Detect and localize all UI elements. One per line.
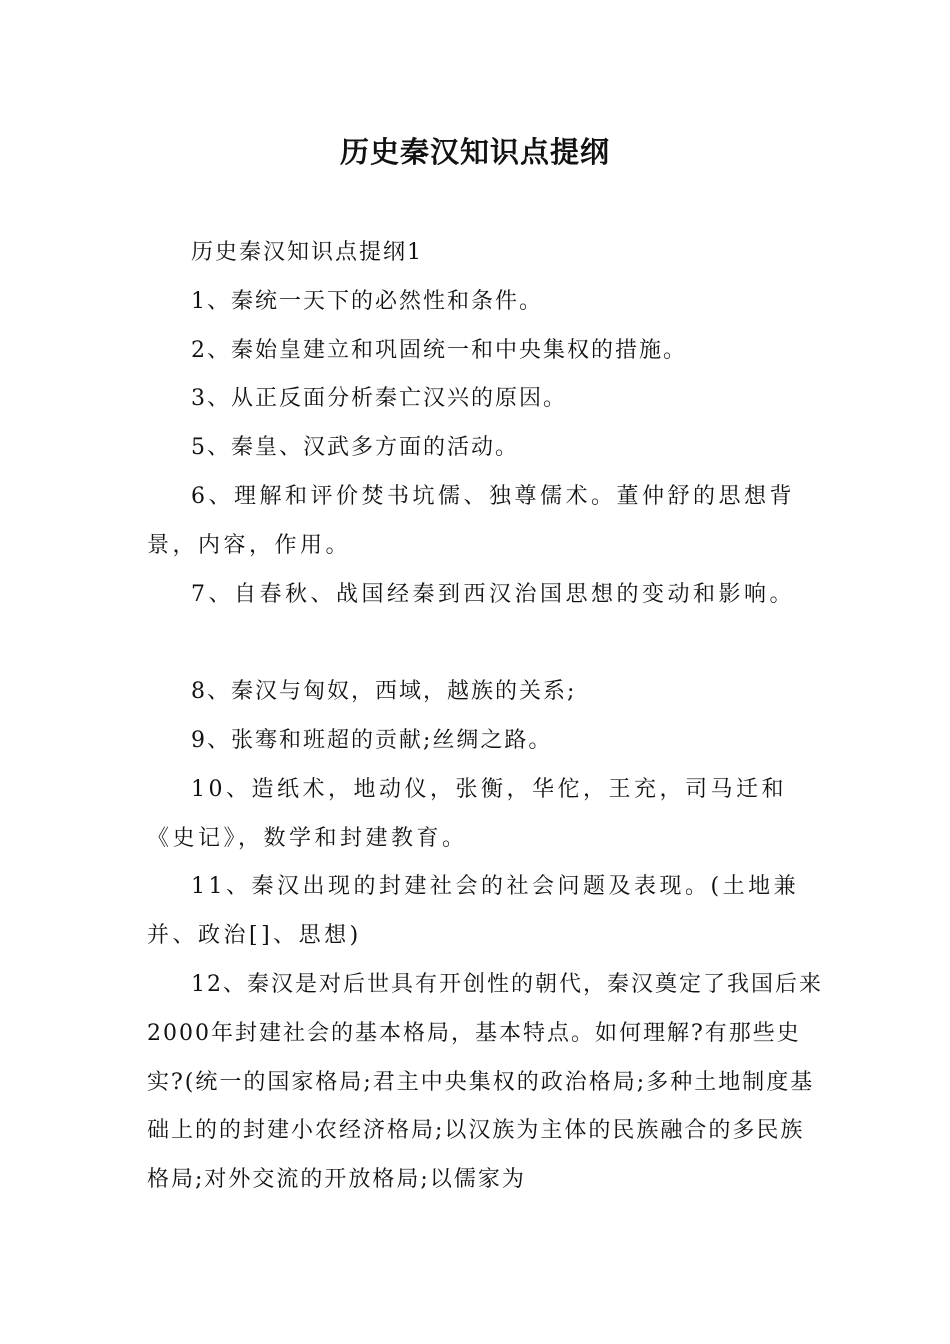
paragraph-item-9: 9、张骞和班超的贡献;丝绸之路。 (191, 727, 553, 753)
paragraph-item-7: 7、自春秋、战国经秦到西汉治国思想的变动和影响。 (191, 581, 795, 607)
paragraph-gap (147, 619, 827, 668)
paragraph-item-1: 1、秦统一天下的必然性和条件。 (191, 288, 543, 314)
paragraph-item-10: 10、造纸术，地动仪，张衡，华佗，王充，司马迁和《史记》，数学和封建教育。 (147, 776, 787, 851)
paragraph-heading: 历史秦汉知识点提纲1 (191, 240, 423, 265)
paragraph-item-8: 8、秦汉与匈奴，西域，越族的关系; (191, 679, 577, 705)
document-body (147, 229, 827, 1205)
paragraph-item-3: 3、从正反面分析秦亡汉兴的原因。 (191, 386, 567, 412)
paragraph-item-5: 5、秦皇、汉武多方面的活动。 (191, 435, 519, 461)
paragraph-item-2: 2、秦始皇建立和巩固统一和中央集权的措施。 (191, 337, 687, 363)
paragraph-item-12: 12、秦汉是对后世具有开创性的朝代，秦汉奠定了我国后来2000年封建社会的基本格局，基本特点。如何理解?有那些史实?(统一的国家格局;君主中央集权的政治格局;多种土地制度基础上的的封建小农经济格局;以汉族为主体的民族融合的多民族格局;对外交流的开放格局;以儒家为 (147, 971, 823, 1193)
paragraph-item-6: 6、理解和评价焚书坑儒、独尊儒术。董仲舒的思想背景，内容，作用。 (147, 483, 795, 558)
document-title: 历史秦汉知识点提纲 (339, 135, 610, 169)
paragraph-item-11: 11、秦汉出现的封建社会的社会问题及表现。(土地兼并、政治[]、思想) (147, 874, 800, 949)
